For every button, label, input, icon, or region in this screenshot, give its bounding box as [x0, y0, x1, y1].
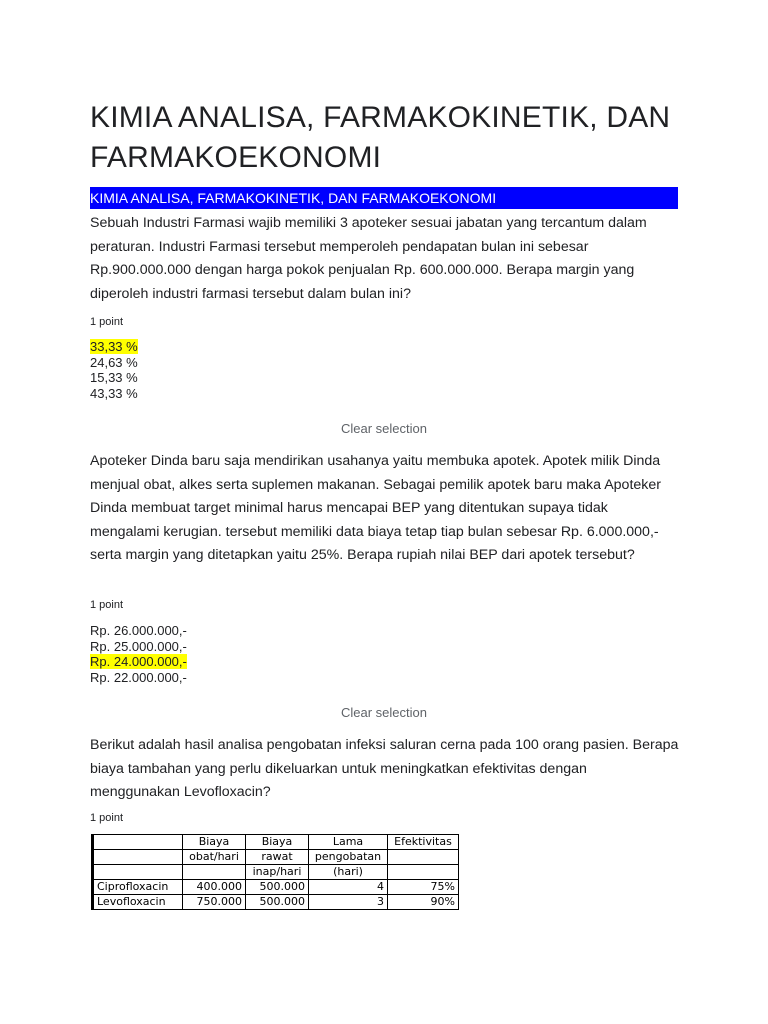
table-header-cell [93, 865, 183, 880]
table-header-cell: Biaya [246, 835, 309, 850]
option-label: Rp. 26.000.000,- [90, 623, 187, 638]
option-label: 24,63 % [90, 354, 138, 370]
table-row [93, 880, 459, 895]
option[interactable] [90, 355, 138, 371]
table-header-cell: rawat [246, 850, 309, 865]
table-header-cell: inap/hari [246, 865, 309, 880]
table-cell: 400.000 [183, 880, 246, 895]
question-1-text: Sebuah Industri Farmasi wajib memiliki 3 apoteker sesuai jabatan yang tercantum dalam peraturan. Industri Farmasi tersebut memperoleh pendapatan bulan ini sebesar Rp.900.000.000 dengan harga pokok penjualan Rp. 600.000.000. Berapa margin yang diperoleh industri farmasi tersebut dalam bulan ini? [90, 215, 647, 302]
option-label: 43,33 % [90, 385, 138, 401]
option[interactable] [90, 654, 187, 670]
table-header-row [93, 850, 459, 865]
option-label: 33,33 % [90, 339, 138, 354]
option[interactable] [90, 670, 187, 686]
table-header-cell [93, 835, 183, 850]
table-header-cell: Efektivitas [388, 835, 459, 850]
cost-effectiveness-table [91, 834, 459, 910]
table-row [93, 895, 459, 910]
table-header-row [93, 835, 459, 850]
table-header-cell: Biaya [183, 835, 246, 850]
question-3-points: 1 point [90, 812, 124, 824]
question-1-points: 1 point [90, 316, 124, 328]
option-label: Rp. 22.000.000,- [90, 669, 187, 685]
table-header-cell: pengobatan [309, 850, 388, 865]
drug-name-cell: Ciprofloxacin [93, 880, 183, 895]
option[interactable] [90, 386, 138, 402]
question-3-text: Berikut adalah hasil analisa pengobatan infeksi saluran cerna pada 100 orang pasien. Berapa biaya tambahan yang perlu dikeluarkan untuk meningkatkan efektivitas dengan menggunakan Levofloxacin? [90, 737, 679, 800]
option[interactable] [90, 623, 187, 639]
table-cell: 4 [309, 880, 388, 895]
drug-name-cell: Levofloxacin [93, 895, 183, 910]
table-cell: 500.000 [246, 895, 309, 910]
question-1-options [90, 339, 138, 401]
table-header-cell: obat/hari [183, 850, 246, 865]
table-cell: 3 [309, 895, 388, 910]
question-2-text: Apoteker Dinda baru saja mendirikan usahanya yaitu membuka apotek. Apotek milik Dinda menjual obat, alkes serta suplemen makanan. Sebagai pemilik apotek baru maka Apoteker Dinda membuat target minimal harus mencapai BEP yang ditentukan supaya tidak mengalami kerugian. tersebut memiliki data biaya tetap tiap bulan sebesar Rp. 6.000.000,- serta margin yang ditetapkan yaitu 25%. Berapa rupiah nilai BEP dari apotek tersebut? [90, 453, 661, 563]
table-header-cell [93, 850, 183, 865]
table-header-cell [183, 865, 246, 880]
option-label: 15,33 % [90, 370, 138, 385]
table-header-cell [388, 865, 459, 880]
page-title: KIMIA ANALISA, FARMAKOKINETIK, DAN FARMAKOEKONOMI [90, 101, 671, 174]
question-2-options [90, 623, 187, 685]
option[interactable] [90, 370, 138, 386]
question-2-points: 1 point [90, 599, 124, 611]
table-cell: 750.000 [183, 895, 246, 910]
option-label: Rp. 24.000.000,- [90, 654, 187, 669]
table-cell: 75% [388, 880, 459, 895]
table-cell: 90% [388, 895, 459, 910]
table-header-cell [388, 850, 459, 865]
option[interactable] [90, 639, 187, 655]
table-header-row [93, 865, 459, 880]
table-header-cell: Lama [309, 835, 388, 850]
option-label: Rp. 25.000.000,- [90, 638, 187, 654]
clear-selection-link[interactable]: Clear selection [341, 421, 427, 436]
table-cell: 500.000 [246, 880, 309, 895]
section-banner: KIMIA ANALISA, FARMAKOKINETIK, DAN FARMAKOEKONOMI [90, 187, 678, 209]
option[interactable] [90, 339, 138, 355]
table-header-cell: (hari) [309, 865, 388, 880]
clear-selection-link[interactable]: Clear selection [341, 705, 427, 720]
